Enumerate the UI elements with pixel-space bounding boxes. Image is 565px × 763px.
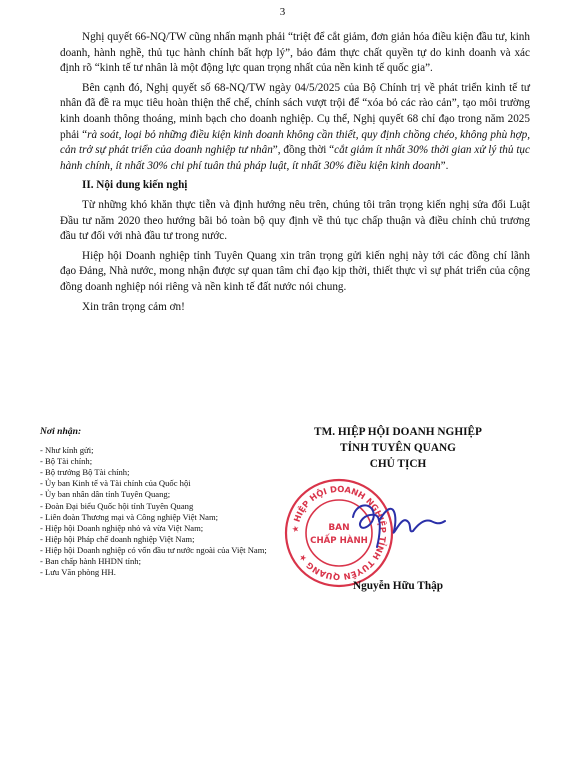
paragraph-request: Hiệp hội Doanh nghiệp tỉnh Tuyên Quang xin trân trọng gửi kiến nghị này tới các đồng chí lãnh đạo Đảng, Nhà nước, mong nhận được sự quan tâm chỉ đạo kịp thời, thiết thực vì sự phát triển của cộng đồng doanh nghiệp nói riêng và nền kinh tế đất nước nói chung.: [60, 249, 530, 293]
signature-block: [268, 424, 528, 472]
paragraph-text: ”.: [440, 159, 449, 172]
paragraph-proposal: Từ những khó khăn thực tiễn và định hướng nêu trên, chúng tôi trân trọng kiến nghị sửa đổi Luật Đầu tư năm 2020 theo hướng bãi bỏ toàn bộ quy định về thủ tục chấp thuận và điều chỉnh chủ trương đầu tư đối với nhà đầu tư trong nước.: [60, 198, 530, 243]
paragraph-text: Bên cạnh đó, Nghị quyết số 68-NQ/TW ngày 04/5/2025 của Bộ Chính trị về phát triển kinh tế tư nhân đã đề ra mục tiêu hoàn thiện thể chế, chính sách vượt trội để “xóa bỏ các rào cản”, tạo môi trường kinh doanh thông thoáng, minh bạch cho doanh nghiệp. Cụ thể, Nghị quyết 68 chỉ đạo trong năm 2025 phải “: [60, 81, 530, 141]
recipients-title: Nơi nhận:: [40, 426, 82, 437]
recipient-item: - Hiệp hội Pháp chế doanh nghiệp Việt Nam;: [40, 533, 195, 544]
signatory-title: CHỦ TỊCH: [369, 458, 427, 470]
recipient-item: - Ủy ban nhân dân tỉnh Tuyên Quang;: [40, 489, 171, 500]
handwritten-signature-icon: [335, 487, 455, 557]
recipient-item: - Ban chấp hành HHDN tỉnh;: [40, 556, 141, 567]
recipient-item: - Liên đoàn Thương mại và Công nghiệp Việt Nam;: [40, 511, 219, 522]
signer-name: Nguyễn Hữu Thập: [352, 580, 444, 592]
quoted-directive-1: rà soát, loại bỏ những điều kiện kinh doanh không cần thiết, quy định chồng chéo, không phù hợp, cản trở sự phát triển của doanh nghiệp tư nhân: [60, 128, 530, 157]
recipients-list: [40, 426, 285, 578]
section-heading: II. Nội dung kiến nghị: [82, 179, 188, 192]
letter-body: [60, 30, 530, 319]
recipient-item: - Bộ Tài chính;: [40, 456, 93, 467]
recipient-item: - Lưu Văn phòng HH.: [40, 567, 116, 578]
paragraph-resolution-66: Nghị quyết 66-NQ/TW cũng nhấn mạnh phải “triệt để cắt giảm, đơn giản hóa điều kiện đầu tư, kinh doanh, hành nghề, thủ tục hành chính bất hợp lý”, bảo đảm thực chất quyền tự do kinh doanh và xác định rõ “kinh tế tư nhân là một động lực quan trọng nhất của nền kinh tế quốc gia”.: [60, 31, 530, 75]
quoted-directive-2: cắt giảm ít nhất 30% thời gian xử lý thủ tục hành chính, ít nhất 30% chi phí tuân thủ pháp luật, ít nhất 30% điều kiện kinh doanh: [60, 144, 530, 172]
recipients-items: [40, 445, 285, 578]
recipient-item: - Đoàn Đại biểu Quốc hội tỉnh Tuyên Quang: [40, 500, 194, 511]
signatory-organization: TM. HIỆP HỘI DOANH NGHIỆP: [314, 426, 482, 438]
recipient-item: - Bộ trưởng Bộ Tài chính;: [40, 467, 130, 478]
svg-text:BAN: BAN: [328, 523, 350, 533]
page-number: 3: [279, 6, 286, 18]
paragraph-text: ”, đồng thời “: [272, 144, 335, 157]
svg-text:CHẤP HÀNH: CHẤP HÀNH: [310, 536, 368, 546]
closing-thanks: Xin trân trọng cảm ơn!: [82, 300, 185, 313]
svg-text:★ HIỆP HỘI DOANH NGHIỆP TỈNH T: ★ HIỆP HỘI DOANH NGHIỆP TỈNH TUYÊN QUANG ★: [289, 483, 389, 583]
recipient-item: - Như kính gửi;: [40, 445, 94, 456]
recipient-item: - Hiệp hội Doanh nghiệp có vốn đầu tư nước ngoài của Việt Nam;: [40, 544, 267, 555]
recipient-item: - Ủy ban Kinh tế và Tài chính của Quốc hội: [40, 478, 191, 489]
recipient-item: - Hiệp hội Doanh nghiệp nhỏ và vừa Việt Nam;: [40, 522, 204, 533]
paragraph-resolution-68: [60, 81, 530, 175]
signatory-province: TỈNH TUYÊN QUANG: [340, 442, 456, 454]
